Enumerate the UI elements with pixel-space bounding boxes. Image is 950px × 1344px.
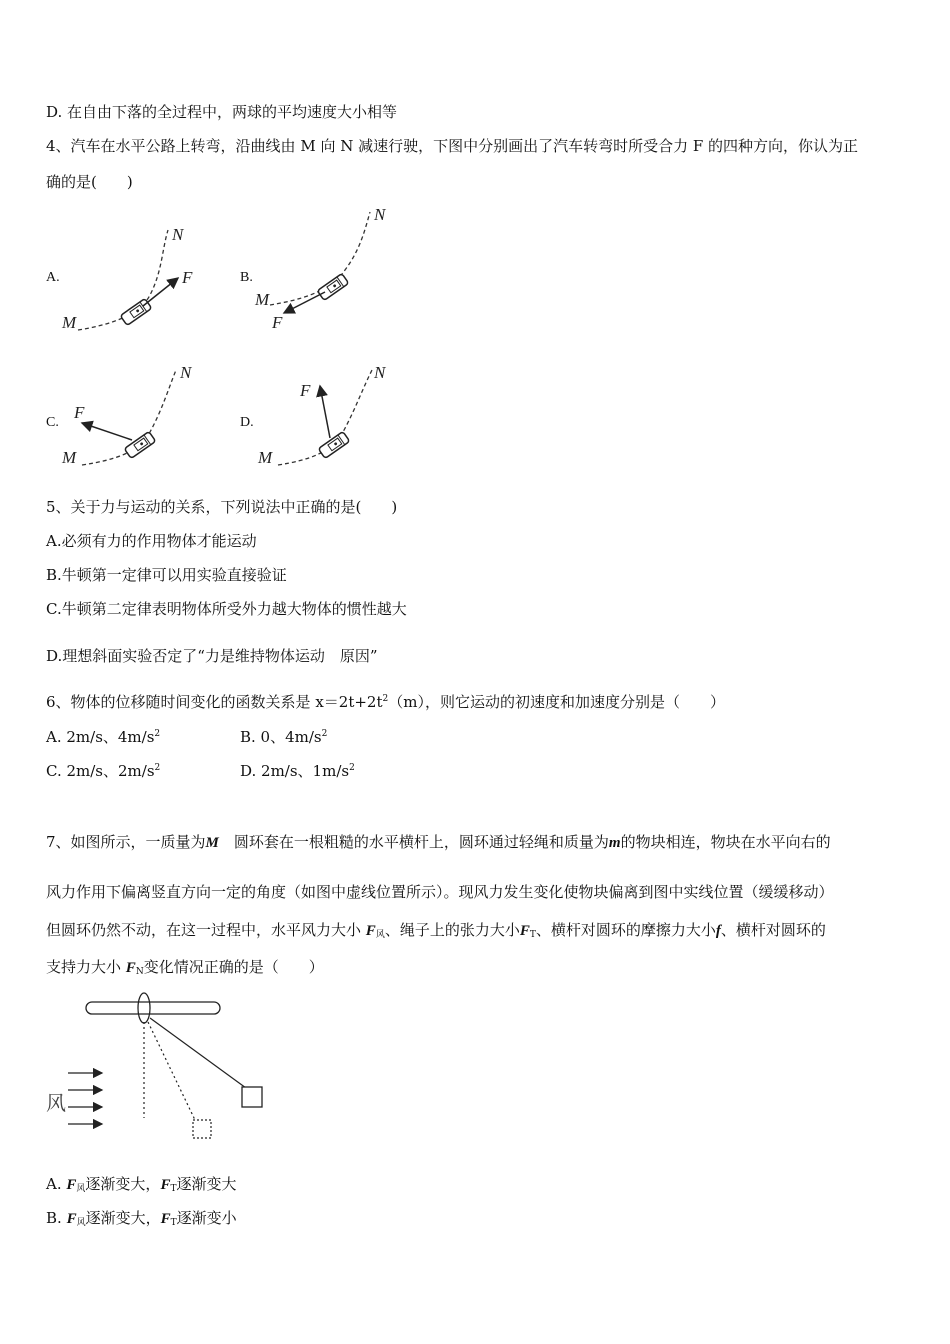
q7-option-a: A. $F_风$逐渐变大，$F_T$逐渐变大 bbox=[46, 1175, 237, 1194]
diagram-c-f: F bbox=[74, 403, 85, 422]
diagram-c-n: N bbox=[180, 363, 192, 382]
q6-option-c: C. 2m/s、$2m/s^2$ bbox=[46, 762, 161, 780]
q5-option-a: A.必须有力的作用物体才能运动 bbox=[46, 532, 257, 550]
q4-option-d-label: D. bbox=[240, 415, 254, 430]
diagram-b-f: F bbox=[272, 313, 283, 332]
diagram-a-m: M bbox=[62, 313, 77, 332]
diagram-d bbox=[257, 363, 387, 467]
q3-option-d: D. 在自由下落的全过程中，两球的平均速度大小相等 bbox=[46, 103, 398, 121]
diagram-b-n: N bbox=[374, 205, 386, 224]
q7-stem-line3: 但圆环仍然不动，在这一过程中，水平风力大小 $F_风$、绳子上的张力大小$F_T$、横杆对圆环的摩擦力大小f、横杆对圆环的 bbox=[46, 921, 826, 940]
q6-stem: 6、物体的位移随时间变化的函数关系是 $x=2t+2t^2(m)$，则它运动的初速度和加速度分别是（ ） bbox=[46, 693, 725, 711]
wind-label: 风 bbox=[46, 1091, 66, 1115]
diagram-b bbox=[254, 205, 387, 332]
q4-option-a-label: A. bbox=[46, 270, 60, 285]
q6-option-d: D. 2m/s、$1m/s^2$ bbox=[240, 762, 355, 780]
q5-option-b: B.牛顿第一定律可以用实验直接验证 bbox=[46, 566, 287, 584]
diagram-d-m: M bbox=[258, 448, 273, 467]
diagram-a-n: N bbox=[172, 225, 184, 244]
diagram-a bbox=[61, 225, 193, 332]
q4-option-b-label: B. bbox=[240, 270, 253, 285]
q6-option-b: B. 0、$4m/s^2$ bbox=[240, 728, 328, 746]
diagram-a-f: F bbox=[182, 268, 193, 287]
q6-option-a: A. 2m/s、$4m/s^2$ bbox=[46, 728, 161, 746]
q4-option-c-label: C. bbox=[46, 415, 59, 430]
diagram-c bbox=[61, 363, 193, 467]
q4-stem-line2: 确的是( ) bbox=[46, 173, 133, 191]
diagram-d-n: N bbox=[374, 363, 386, 382]
q5-option-d: D.理想斜面实验否定了“力是维持物体运动 原因” bbox=[46, 647, 378, 665]
q5-stem: 5、关于力与运动的关系，下列说法中正确的是( ) bbox=[46, 498, 398, 516]
q4-stem-line1: 4、汽车在水平公路上转弯，沿曲线由 M 向 N 减速行驶，下图中分别画出了汽车转弯时所受合力 F 的四种方向，你认为正 bbox=[46, 137, 859, 155]
diagram-b-m: M bbox=[255, 290, 270, 309]
diagram-d-f: F bbox=[300, 381, 311, 400]
diagram-c-m: M bbox=[62, 448, 77, 467]
q7-stem-line4: 支持力大小 $F_N$变化情况正确的是（ ） bbox=[46, 958, 324, 977]
q5-option-c: C.牛顿第二定律表明物体所受外力越大物体的惯性越大 bbox=[46, 600, 407, 618]
q7-option-b: B. $F_风$逐渐变大，$F_T$逐渐变小 bbox=[46, 1209, 237, 1228]
q7-stem-line1: 7、如图所示，一质量为M 圆环套在一根粗糙的水平横杆上，圆环通过轻绳和质量为m的物块相连，物块在水平向右的 bbox=[46, 833, 831, 851]
q7-stem-line2: 风力作用下偏离竖直方向一定的角度（如图中虚线位置所示）。现风力发生变化使物块偏离到图中实线位置（缓缓移动） bbox=[46, 883, 834, 901]
q7-diagram bbox=[46, 993, 262, 1138]
